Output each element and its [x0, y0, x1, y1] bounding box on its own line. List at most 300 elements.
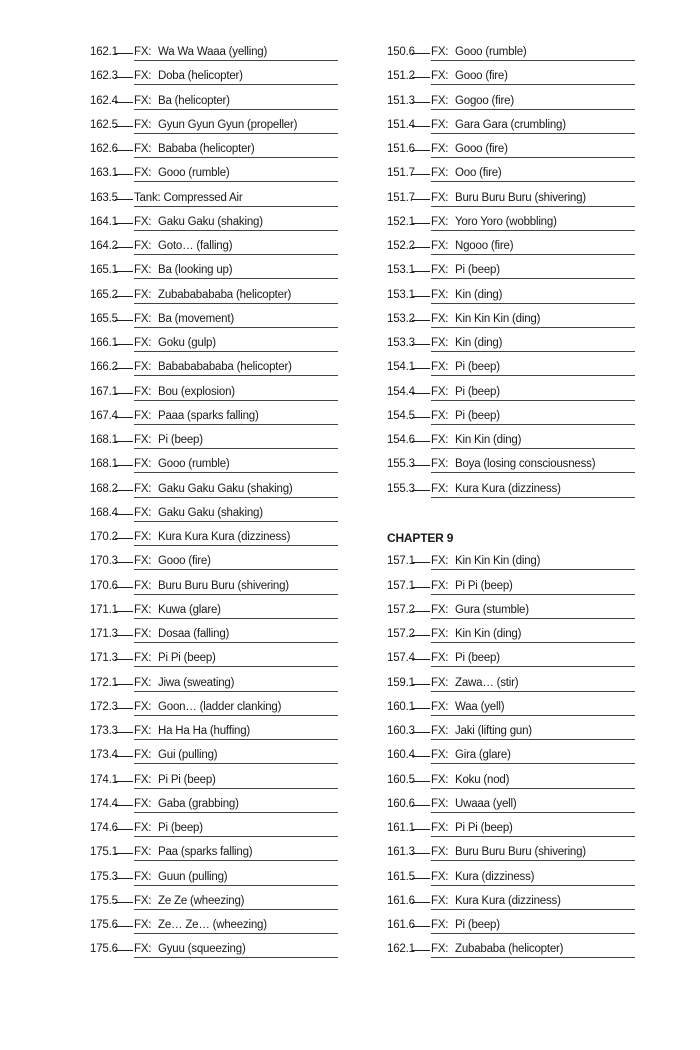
glossary-entry: [90, 695, 338, 719]
page-panel-ref: 157.2: [387, 628, 415, 640]
entry-text: Gooo (rumble): [158, 458, 230, 471]
page-panel-ref: 160.5: [387, 773, 415, 786]
page-panel-ref: 154.5: [387, 409, 415, 422]
glossary-entry: [90, 331, 338, 355]
entry-text: Kura (dizziness): [455, 870, 535, 883]
page-panel-ref: 171.1: [90, 603, 118, 616]
page-panel-ref: 161.5: [387, 870, 415, 883]
underline-rule: [134, 60, 338, 61]
page-panel-ref: 157.1: [387, 555, 415, 568]
underline-rule: [431, 739, 635, 740]
leader-dash: [115, 320, 133, 321]
underline-rule: [134, 909, 338, 910]
page-panel-ref: 171.3: [90, 628, 118, 640]
page-panel-ref: 167.4: [90, 409, 118, 422]
fx-label: FX:: [134, 555, 152, 568]
underline-rule: [134, 206, 338, 207]
fx-label: FX:: [134, 288, 152, 301]
fx-label: FX:: [431, 118, 449, 131]
underline-rule: [134, 957, 338, 958]
entry-text: Kin Kin Kin (ding): [455, 555, 541, 568]
underline-rule: [431, 788, 635, 789]
entry-text: Gooo (fire): [158, 555, 211, 568]
glossary-entry: [90, 889, 338, 913]
entry-text: Gaku Gaku (shaking): [158, 215, 263, 228]
fx-label: FX:: [134, 385, 152, 398]
spacer: [387, 501, 635, 525]
page-panel-ref: 153.3: [387, 337, 415, 349]
entry-text: Wa Wa Waaa (yelling): [158, 46, 268, 58]
entry-text: Yoro Yoro (wobbling): [455, 215, 557, 228]
leader-dash: [412, 781, 430, 782]
glossary-entry: [90, 234, 338, 258]
entry-text: Kin Kin (ding): [455, 434, 522, 446]
underline-rule: [431, 691, 635, 692]
glossary-entry: [387, 719, 635, 743]
page-panel-ref: 155.3: [387, 458, 415, 471]
glossary-entry: [90, 913, 338, 937]
entry-text: Pi (beep): [158, 822, 203, 834]
glossary-entry: [387, 671, 635, 695]
leader-dash: [412, 368, 430, 369]
underline-rule: [431, 594, 635, 595]
chapter-heading: [387, 525, 635, 549]
glossary-entry: [387, 380, 635, 404]
underline-rule: [134, 84, 338, 85]
underline-rule: [431, 666, 635, 667]
entry-text: Jiwa (sweating): [158, 676, 235, 689]
fx-label: FX:: [134, 118, 152, 131]
fx-label: FX:: [134, 919, 152, 931]
right-column: [387, 40, 635, 962]
leader-dash: [412, 878, 430, 879]
page-panel-ref: 168.4: [90, 506, 118, 519]
fx-label: FX:: [134, 676, 152, 689]
glossary-entry: [90, 307, 338, 331]
leader-dash: [412, 950, 430, 951]
fx-label: FX:: [134, 458, 152, 471]
fx-label: FX:: [134, 603, 152, 616]
entry-text: Goku (gulp): [158, 337, 216, 349]
fx-label: FX:: [134, 337, 152, 349]
glossary-entry: [387, 646, 635, 670]
glossary-entry: [387, 452, 635, 476]
leader-dash: [412, 490, 430, 491]
fx-label: FX:: [134, 143, 152, 155]
glossary-entry: [90, 525, 338, 549]
entry-text: Pi Pi (beep): [455, 579, 513, 592]
entry-text: Paaa (sparks falling): [158, 409, 259, 422]
entry-text: Buru Buru Buru (shivering): [158, 579, 289, 592]
entry-text: Kin (ding): [455, 288, 503, 301]
entry-text: Kin (ding): [455, 337, 503, 349]
fx-label: FX:: [431, 46, 449, 58]
underline-rule: [134, 545, 338, 546]
fx-label: FX:: [134, 846, 152, 859]
fx-label: FX:: [134, 579, 152, 592]
page-panel-ref: 153.1: [387, 288, 415, 301]
page-panel-ref: 152.2: [387, 240, 415, 252]
glossary-entry: [90, 355, 338, 379]
underline-rule: [431, 957, 635, 958]
entry-text: Ba (helicopter): [158, 94, 230, 107]
entry-text: Gooo (rumble): [158, 167, 230, 180]
page-panel-ref: 174.1: [90, 773, 118, 786]
underline-rule: [431, 642, 635, 643]
fx-label: FX:: [431, 749, 449, 762]
underline-rule: [431, 885, 635, 886]
underline-rule: [431, 84, 635, 85]
leader-dash: [115, 878, 133, 879]
underline-rule: [134, 739, 338, 740]
glossary-entry: [90, 574, 338, 598]
page-panel-ref: 151.7: [387, 191, 415, 204]
page-panel-ref: 174.6: [90, 822, 118, 834]
leader-dash: [412, 344, 430, 345]
entry-text: Gaba (grabbing): [158, 797, 239, 810]
page-panel-ref: 165.2: [90, 288, 118, 301]
glossary-entry: [387, 768, 635, 792]
leader-dash: [412, 829, 430, 830]
page-panel-ref: 153.1: [387, 264, 415, 277]
leader-dash: [115, 562, 133, 563]
glossary-entry: [387, 210, 635, 234]
glossary-entry: [90, 743, 338, 767]
entry-text: Jaki (lifting gun): [455, 725, 532, 737]
underline-rule: [431, 351, 635, 352]
underline-rule: [431, 569, 635, 570]
entry-text: Uwaaa (yell): [455, 797, 517, 810]
entry-text: Guun (pulling): [158, 870, 228, 883]
fx-label: FX:: [134, 46, 152, 58]
glossary-entry: [387, 89, 635, 113]
entry-text: Pi (beep): [455, 652, 500, 665]
fx-label: FX:: [431, 312, 449, 325]
glossary-entry: [387, 283, 635, 307]
fx-label: FX:: [431, 822, 449, 834]
underline-rule: [431, 375, 635, 376]
page-panel-ref: 160.3: [387, 725, 415, 737]
glossary-entry: [387, 404, 635, 428]
leader-dash: [115, 781, 133, 782]
page-panel-ref: 155.3: [387, 482, 415, 495]
leader-dash: [115, 150, 133, 151]
underline-rule: [134, 691, 338, 692]
leader-dash: [115, 732, 133, 733]
fx-label: FX:: [431, 555, 449, 568]
entry-text: Gaku Gaku Gaku (shaking): [158, 482, 293, 495]
entry-text: Zawa… (stir): [455, 676, 519, 689]
fx-label: FX:: [431, 482, 449, 495]
page-panel-ref: 165.1: [90, 264, 118, 277]
underline-rule: [431, 181, 635, 182]
page-panel-ref: 152.1: [387, 215, 415, 228]
glossary-entry: [387, 355, 635, 379]
leader-dash: [115, 538, 133, 539]
entry-text: Gooo (fire): [455, 70, 508, 83]
glossary-entry: [387, 331, 635, 355]
fx-label: FX:: [431, 240, 449, 252]
fx-label: FX:: [431, 385, 449, 398]
leader-dash: [412, 174, 430, 175]
leader-dash: [115, 514, 133, 515]
entry-text: Bababa (helicopter): [158, 143, 255, 155]
underline-rule: [134, 303, 338, 304]
glossary-entry: [90, 380, 338, 404]
glossary-entry: [387, 598, 635, 622]
page-panel-ref: 174.4: [90, 797, 118, 810]
glossary-entry: [90, 428, 338, 452]
leader-dash: [412, 587, 430, 588]
leader-dash: [412, 247, 430, 248]
fx-label: FX:: [134, 240, 152, 252]
underline-rule: [134, 885, 338, 886]
entry-text: Ba (looking up): [158, 264, 233, 277]
glossary-entry: [387, 792, 635, 816]
fx-label: FX:: [431, 894, 449, 907]
entry-text: Ze… Ze… (wheezing): [158, 919, 267, 931]
glossary-entry: [90, 40, 338, 64]
leader-dash: [115, 126, 133, 127]
leader-dash: [412, 199, 430, 200]
fx-label: FX:: [134, 531, 152, 543]
glossary-entry: [90, 719, 338, 743]
underline-rule: [431, 109, 635, 110]
glossary-entry: [90, 792, 338, 816]
underline-rule: [134, 933, 338, 934]
underline-rule: [431, 303, 635, 304]
underline-rule: [134, 715, 338, 716]
fx-label: FX:: [431, 652, 449, 665]
glossary-entry: [90, 865, 338, 889]
entry-text: Dosaa (falling): [158, 628, 230, 640]
page-panel-ref: 166.2: [90, 361, 118, 374]
fx-label: FX:: [431, 943, 449, 956]
page-panel-ref: 167.1: [90, 385, 118, 398]
leader-dash: [412, 417, 430, 418]
underline-rule: [431, 206, 635, 207]
entry-text: Ze Ze (wheezing): [158, 894, 245, 907]
page-panel-ref: 157.2: [387, 603, 415, 616]
leader-dash: [412, 77, 430, 78]
page-panel-ref: 151.6: [387, 143, 415, 155]
entry-text: Gara Gara (crumbling): [455, 118, 566, 131]
entry-text: Gogoo (fire): [455, 94, 514, 107]
entry-text: Ba (movement): [158, 312, 235, 325]
glossary-entry: [387, 913, 635, 937]
underline-rule: [431, 836, 635, 837]
entry-text: Goto… (falling): [158, 240, 233, 252]
page-panel-ref: 162.1: [90, 46, 118, 58]
fx-label: FX:: [134, 167, 152, 180]
leader-dash: [412, 320, 430, 321]
entry-text: Pi (beep): [455, 409, 500, 422]
underline-rule: [134, 666, 338, 667]
underline-rule: [431, 763, 635, 764]
entry-text: Ooo (fire): [455, 167, 502, 180]
page-panel-ref: 166.1: [90, 337, 118, 349]
underline-rule: [431, 933, 635, 934]
leader-dash: [412, 393, 430, 394]
leader-dash: [115, 853, 133, 854]
underline-rule: [134, 157, 338, 158]
fx-label: FX:: [431, 797, 449, 810]
entry-text: Boya (losing consciousness): [455, 458, 596, 471]
entry-text: Gui (pulling): [158, 749, 218, 762]
entry-text: Bou (explosion): [158, 385, 235, 398]
leader-dash: [115, 465, 133, 466]
underline-rule: [431, 157, 635, 158]
fx-label: FX:: [431, 773, 449, 786]
page-panel-ref: 161.1: [387, 822, 415, 834]
underline-rule: [134, 472, 338, 473]
entry-text: Babababababa (helicopter): [158, 361, 292, 374]
entry-text: Buru Buru Buru (shivering): [455, 191, 586, 204]
entry-text: Doba (helicopter): [158, 70, 243, 83]
leader-dash: [115, 77, 133, 78]
page-panel-ref: 170.2: [90, 531, 118, 543]
page-panel-ref: 173.4: [90, 749, 118, 762]
page-panel-ref: 171.3: [90, 652, 118, 665]
page-panel-ref: 161.6: [387, 919, 415, 931]
underline-rule: [134, 860, 338, 861]
entry-text: Pi (beep): [455, 264, 500, 277]
fx-label: FX:: [431, 94, 449, 107]
leader-dash: [115, 441, 133, 442]
leader-dash: [412, 53, 430, 54]
leader-dash: [412, 102, 430, 103]
glossary-entry: [90, 210, 338, 234]
leader-dash: [115, 296, 133, 297]
page-panel-ref: 163.5: [90, 191, 118, 204]
fx-label: FX:: [134, 409, 152, 422]
fx-label: FX:: [431, 870, 449, 883]
glossary-entry: [90, 840, 338, 864]
entry-text: Gyuu (squeezing): [158, 943, 246, 956]
leader-dash: [412, 756, 430, 757]
underline-rule: [431, 278, 635, 279]
page-panel-ref: 157.1: [387, 579, 415, 592]
entry-text: Ha Ha Ha (huffing): [158, 725, 251, 737]
leader-dash: [115, 174, 133, 175]
fx-label: FX:: [431, 676, 449, 689]
leader-dash: [115, 926, 133, 927]
page-panel-ref: 165.5: [90, 312, 118, 325]
underline-rule: [134, 788, 338, 789]
leader-dash: [412, 684, 430, 685]
leader-dash: [412, 611, 430, 612]
underline-rule: [431, 497, 635, 498]
page-panel-ref: 170.3: [90, 555, 118, 568]
underline-rule: [134, 569, 338, 570]
page-panel-ref: 162.3: [90, 70, 118, 83]
leader-dash: [115, 805, 133, 806]
glossary-entry: [90, 671, 338, 695]
leader-dash: [115, 587, 133, 588]
leader-dash: [115, 102, 133, 103]
glossary-entry: [387, 307, 635, 331]
glossary-entry: [387, 477, 635, 501]
underline-rule: [134, 278, 338, 279]
fx-label: FX:: [134, 312, 152, 325]
leader-dash: [115, 417, 133, 418]
glossary-entry: [387, 865, 635, 889]
underline-rule: [431, 400, 635, 401]
fx-label: FX:: [134, 652, 152, 665]
page-panel-ref: 160.1: [387, 700, 415, 713]
glossary-entry: [387, 64, 635, 88]
entry-text: Pi Pi (beep): [158, 773, 216, 786]
entry-text: Koku (nod): [455, 773, 510, 786]
page-panel-ref: 161.6: [387, 894, 415, 907]
underline-rule: [134, 400, 338, 401]
page-panel-ref: 164.1: [90, 215, 118, 228]
fx-label: FX:: [134, 773, 152, 786]
fx-label: FX:: [431, 215, 449, 228]
fx-label: FX:: [134, 506, 152, 519]
entry-text: Zubababa (helicopter): [455, 943, 564, 956]
fx-label: FX:: [431, 288, 449, 301]
page-panel-ref: 162.1: [387, 943, 415, 956]
glossary-entry: [387, 161, 635, 185]
fx-label: FX:: [431, 700, 449, 713]
glossary-entry: [90, 258, 338, 282]
page-panel-ref: 150.6: [387, 46, 415, 58]
entry-text: Kuwa (glare): [158, 603, 221, 616]
glossary-entry: [387, 258, 635, 282]
page-panel-ref: 151.7: [387, 167, 415, 180]
leader-dash: [115, 659, 133, 660]
entry-text: Buru Buru Buru (shivering): [455, 846, 586, 859]
entry-text: Kura Kura Kura (dizziness): [158, 531, 291, 543]
fx-label: FX:: [134, 215, 152, 228]
leader-dash: [115, 53, 133, 54]
page-panel-ref: 168.1: [90, 434, 118, 446]
page-panel-ref: 151.2: [387, 70, 415, 83]
fx-label: FX:: [431, 361, 449, 374]
leader-dash: [115, 635, 133, 636]
leader-dash: [115, 950, 133, 951]
page-panel-ref: 168.2: [90, 482, 118, 495]
entry-text: Pi (beep): [455, 385, 500, 398]
page-panel-ref: 153.2: [387, 312, 415, 325]
glossary-entry: [387, 186, 635, 210]
leader-dash: [412, 271, 430, 272]
leader-dash: [115, 223, 133, 224]
underline-rule: [134, 375, 338, 376]
glossary-entry: [387, 428, 635, 452]
leader-dash: [412, 562, 430, 563]
glossary-entry: [387, 234, 635, 258]
entry-text: Gura (stumble): [455, 603, 529, 616]
leader-dash: [412, 732, 430, 733]
entry-text: Pi (beep): [158, 434, 203, 446]
page-panel-ref: 164.2: [90, 240, 118, 252]
page-panel-ref: 154.6: [387, 434, 415, 446]
underline-rule: [431, 254, 635, 255]
glossary-entry: [387, 695, 635, 719]
entry-text: Ngooo (fire): [455, 240, 514, 252]
glossary-entry: [90, 477, 338, 501]
page-panel-ref: 172.1: [90, 676, 118, 689]
leader-dash: [115, 756, 133, 757]
glossary-entry: [90, 113, 338, 137]
fx-label: FX:: [431, 167, 449, 180]
underline-rule: [431, 424, 635, 425]
leader-dash: [115, 247, 133, 248]
glossary-entry: [387, 622, 635, 646]
underline-rule: [134, 327, 338, 328]
